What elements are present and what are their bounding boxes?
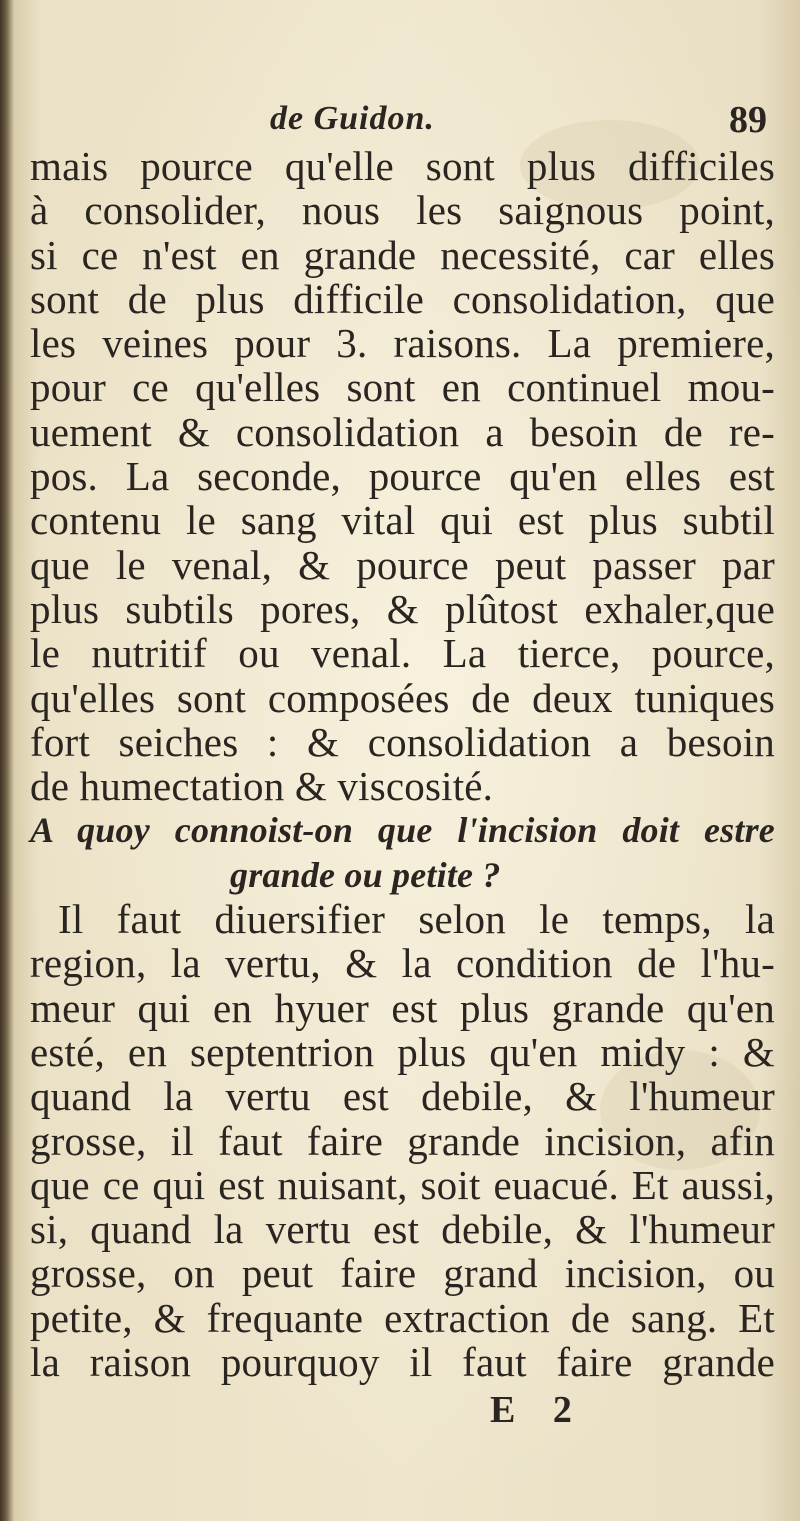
text-line: si ce n'est en grande necessité, car elles [30,231,775,278]
text-line: que ce qui est nuisant, soit euacué. Et aussi, [30,1161,775,1208]
running-title: de Guidon. [270,100,435,137]
text-line: à consolider, nous les saignous point, [30,187,775,234]
text-line: fort seiches : & consolidation a besoin [30,718,775,765]
text-line: le nutritif ou venal. La tierce, pource, [30,630,775,677]
text-line: la raison pourquoy il faut faire grande [30,1339,775,1386]
page-number: 89 [729,99,767,141]
text-line: si, quand la vertu est debile, & l'humeur [30,1206,775,1253]
text-line: plus subtils pores, & plûtost exhaler,que [30,585,775,632]
text-line: petite, & frequante extraction de sang. Et [30,1294,775,1341]
text-line: pos. La seconde, pource qu'en elles est [30,453,775,500]
page-footer [30,1384,775,1434]
text-line: contenu le sang vital qui est plus subtil [30,497,775,544]
text-line: mais pource qu'elle sont plus difficiles [30,143,775,189]
text-line: de humectation & viscosité. [30,763,494,810]
text-line: sont de plus difficile consolidation, que [30,275,775,322]
question-heading [30,808,775,897]
text-line: les veines pour 3. raisons. La premiere, [30,320,775,367]
answer-paragraph [30,897,775,1384]
text-line: pour ce qu'elles sont en continuel mou- [30,364,775,411]
signature-mark: E 2 [490,1389,586,1432]
text-line: Il faut diuersifier selon le temps, la [58,896,775,943]
text-line: esté, en septentrion plus qu'en midy : & [30,1028,775,1075]
page-text [30,92,775,1434]
text-line: meur qui en hyuer est plus grande qu'en [30,984,775,1031]
text-line: uement & consolidation a besoin de re- [30,408,775,455]
paragraph-body [30,144,775,808]
text-line: grosse, on peut faire grand incision, ou [30,1250,775,1297]
book-spine-shadow [0,0,14,1521]
text-line: quand la vertu est debile, & l'humeur [30,1073,775,1120]
text-line: qu'elles sont composées de deux tuniques [30,674,775,721]
page-header [30,92,775,144]
text-line: grosse, il faut faire grande incision, afin [30,1117,775,1164]
question-line: A quoy connoist-on que l'incision doit estre [30,810,775,851]
question-line: grande ou petite ? [230,854,501,895]
text-line: region, la vertu, & la condition de l'hu- [30,940,775,987]
text-line: que le venal, & pource peut passer par [30,541,775,588]
